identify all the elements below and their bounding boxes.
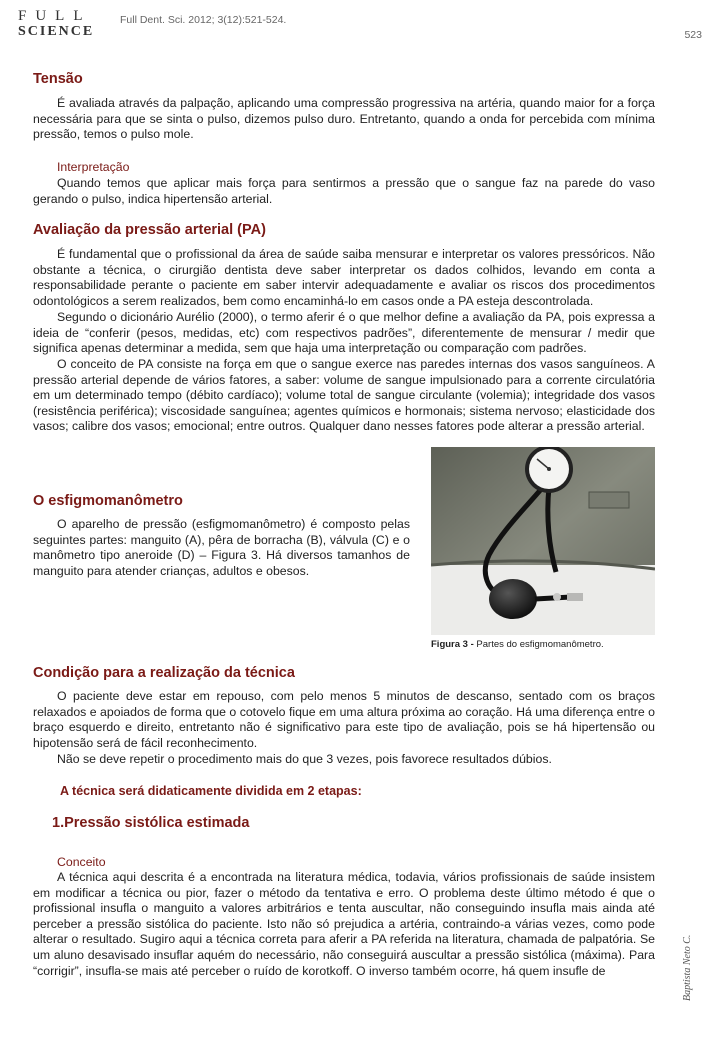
- condicao-paragraph-1: O paciente deve estar em repouso, com pelo menos 5 minutos de descanso, sentado com os braços relaxados e apoiados de forma que o cotovelo fique em uma altura próxima ao coração. Há uma diferença entre o braço esquerdo e direito, entretanto não é significativo para este tipo de avaliação, pois se há hipertensão ou hipotensão será de fácil reconhecimento.: [33, 689, 655, 750]
- conceito-label: Conceito: [57, 855, 106, 869]
- section-title-condicao: Condição para a realização da técnica: [33, 665, 295, 681]
- logo-line-science: SCIENCE: [18, 24, 95, 39]
- esfigmo-paragraph: O aparelho de pressão (esfigmomanômetro) é composto pelas seguintes partes: manguito (A), pêra de borracha (B), válvula (C) e o manômetro tipo aneroide (D) – Figura 3. Há diversos tamanhos de manguito para atender crianças, adultos e obesos.: [33, 517, 410, 578]
- journal-logo: [18, 8, 104, 40]
- figure-label: Figura 3 -: [431, 639, 474, 650]
- condicao-paragraph-2: Não se deve repetir o procedimento mais do que 3 vezes, pois favorece resultados dúbios.: [57, 752, 552, 766]
- figure-caption-text: Partes do esfigmomanômetro.: [476, 639, 604, 650]
- page-number: 523: [684, 29, 702, 41]
- step1-heading: 1.Pressão sistólica estimada: [52, 815, 250, 831]
- avaliacao-paragraph-2: Segundo o dicionário Aurélio (2000), o termo aferir é o que melhor define a avaliação da PA, pois expressa a ideia de “conferir (pesos, medidas, etc) com respectivos padrões”, diferentemente de mensurar / medir que significa apenas determinar a medida, sem que haja uma interpretação ou comparação com padrões.: [33, 310, 655, 356]
- side-author-text: Baptista Neto C.: [682, 934, 693, 1001]
- section-title-tensao: Tensão: [33, 71, 83, 87]
- section-title-esfigmo: O esfigmomanômetro: [33, 493, 183, 509]
- logo-line-full: FULL: [18, 8, 92, 24]
- avaliacao-paragraph-3: O conceito de PA consiste na força em que o sangue exerce nas paredes internas dos vasos sanguíneos. A pressão arterial depende de vários fatores, a saber: volume de sangue impulsionado para a corrente circulatória em um determinado tempo (débito cardíaco); volume total de sangue circulante (volemia); integridade dos vasos (resistência periférica); viscosidade sanguínea; agentes químicos e hormonais; sistema nervoso; elasticidade dos vasos; calibre dos vasos; emocional; entre outros. Qualquer dano nesses fatores pode alterar a pressão arterial.: [33, 357, 655, 434]
- conceito-paragraph: A técnica aqui descrita é a encontrada na literatura médica, todavia, vários profissionais de saúde insistem em modificar a técnica ou pior, fazer o método da tentativa e erro. O problema deste último método é que o profissional insufla o manguito a valores arbitrários e tenta auscultar, não conseguindo insufla mais ainda até perceber a pressão sistólica do paciente. Isto não só prejudica a artéria, contraindo-a várias vezes, como pode alterar o resultado. Sugiro aqui a técnica correta para aferir a PA referida na literatura, chamada de palpatória. Se um aluno desavisado insuflar aquém do necessário, não conseguirá auscultar a pressão sistólica (máxima). Para “corrigir”, insufla-se mais até perceber o ruído de korotkoff. O inverso também ocorre, há quem insufle de: [33, 870, 655, 978]
- figure-caption: [431, 639, 604, 650]
- journal-citation: Full Dent. Sci. 2012; 3(12):521-524.: [120, 14, 287, 26]
- side-author: [680, 905, 694, 1005]
- interpretacao-paragraph: Quando temos que aplicar mais força para sentirmos a pressão que o sangue faz na parede do vaso gerando o pulso, indica hipertensão arterial.: [33, 176, 655, 206]
- avaliacao-paragraph-1: É fundamental que o profissional da área de saúde saiba mensurar e interpretar os valores pressóricos. Não obstante a técnica, o cirurgião dentista deve saber interpretar os dados colhidos, levando em conta a responsabilidade perante o paciente em saber intervir adequadamente e avaliar os riscos dos procedimentos odontológicos a serem realizados, bem como encaminhá-lo em casos onde a PA esteja descontrolada.: [33, 247, 655, 308]
- tensao-paragraph: É avaliada através da palpação, aplicando uma compressão progressiva na artéria, quando maior for a força necessária para que se sinta o pulso, dizemos pulso duro. Entretanto, quando a onda for percebida com mínima pressão, temos o pulso mole.: [33, 96, 655, 142]
- etapas-heading: A técnica será didaticamente dividida em 2 etapas:: [60, 784, 362, 798]
- sphygmomanometer-figure: [431, 447, 655, 635]
- sphygmomanometer-illustration: [431, 447, 655, 635]
- interpretacao-label: Interpretação: [57, 160, 130, 174]
- section-title-avaliacao: Avaliação da pressão arterial (PA): [33, 222, 266, 238]
